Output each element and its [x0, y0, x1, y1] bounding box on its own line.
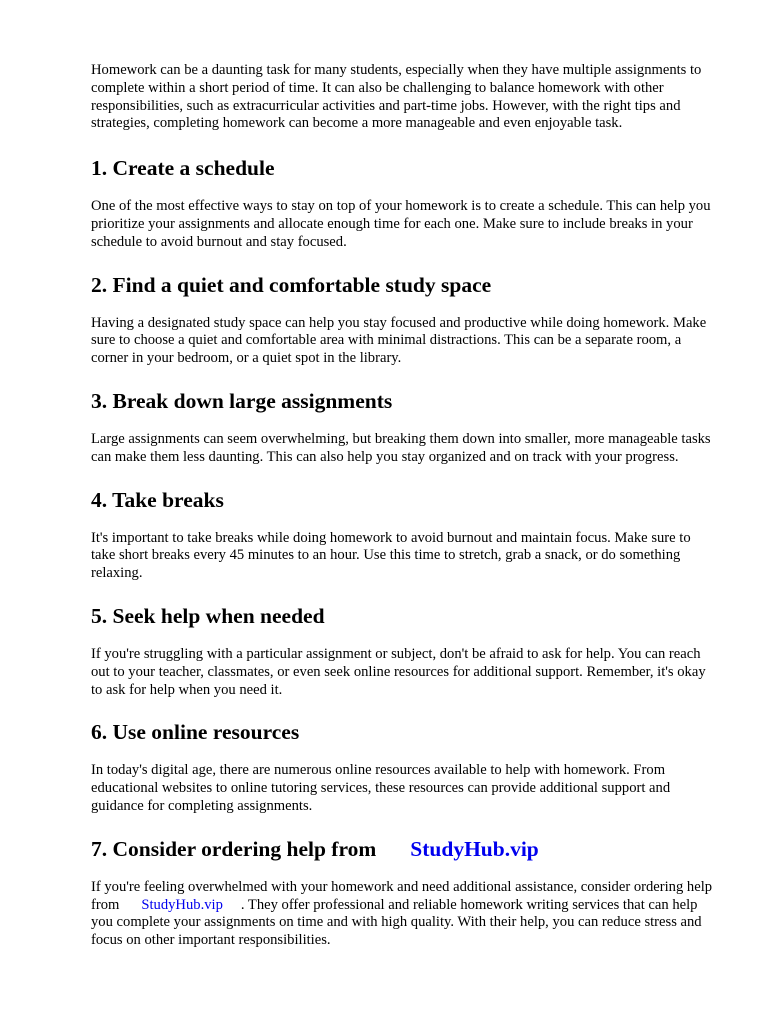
section-heading: 4. Take breaks [91, 487, 224, 512]
body-text-before: If you're feeling overwhelmed with your homework and need additional assistance, consider ordering help from [91, 878, 713, 913]
section-body: It's important to take breaks while doing homework to avoid burnout and maintain focus. Make sure to take short breaks every 45 minutes to an hour. Use this time to stretch, grab a snack, or do something relaxing. [91, 529, 691, 582]
section-heading: 2. Find a quiet and comfortable study space [91, 272, 492, 297]
section-body: If you're struggling with a particular assignment or subject, don't be afraid to ask for help. You can reach out to your teacher, classmates, or even seek online resources for additional support. Remember, it's okay to ask for help when you need it. [91, 645, 706, 698]
section-body: One of the most effective ways to stay on top of your homework is to create a schedule. This can help you prioritize your assignments and allocate enough time for each one. Make sure to include breaks in your schedule to avoid burnout and stay focused. [91, 198, 711, 250]
section-study-space [91, 272, 718, 368]
section-ordering-help [91, 836, 718, 950]
section-body: Having a designated study space can help you stay focused and productive while doing homework. Make sure to choose a quiet and comfortable area with minimal distractions. This can be a separate room, a corner in your bedroom, or a quiet spot in the library. [91, 314, 707, 367]
section-seek-help [91, 603, 718, 699]
section-heading: 3. Break down large assignments [91, 388, 393, 413]
section-heading: 6. Use online resources [91, 720, 300, 745]
section-break-down [91, 388, 718, 467]
section-body: Large assignments can seem overwhelming, but breaking them down into smaller, more manageable tasks can make them less daunting. This can also help you stay organized and on track with your progress. [91, 430, 711, 465]
intro-paragraph: Homework can be a daunting task for many students, especially when they have multiple assignments to complete within a short period of time. It can also be challenging to balance homework with other responsibilities, such as extracurricular activities and part-time jobs. However, with the right tips and strategies, completing homework can become a more manageable and even enjoyable task. [91, 62, 702, 132]
section-create-schedule [91, 155, 718, 251]
studyhub-inline-link[interactable]: StudyHub.vip [141, 896, 223, 913]
studyhub-heading-link[interactable]: StudyHub.vip [410, 836, 539, 861]
section-take-breaks [91, 487, 718, 583]
section-body [91, 879, 718, 950]
section-body: In today's digital age, there are numerous online resources available to help with homework. From educational websites to online tutoring services, these resources can provide additional support and guidance for completing assignments. [91, 762, 671, 814]
section-heading [91, 836, 718, 862]
section-heading: 1. Create a schedule [91, 156, 275, 181]
section-heading-text: 7. Consider ordering help from [91, 836, 377, 861]
section-heading: 5. Seek help when needed [91, 603, 325, 628]
section-online-resources [91, 719, 718, 815]
body-text-after: . They offer professional and reliable homework writing services that can help you complete your assignments on time and with high quality. With their help, you can reduce stress and focus on other important responsibilities. [91, 896, 702, 949]
